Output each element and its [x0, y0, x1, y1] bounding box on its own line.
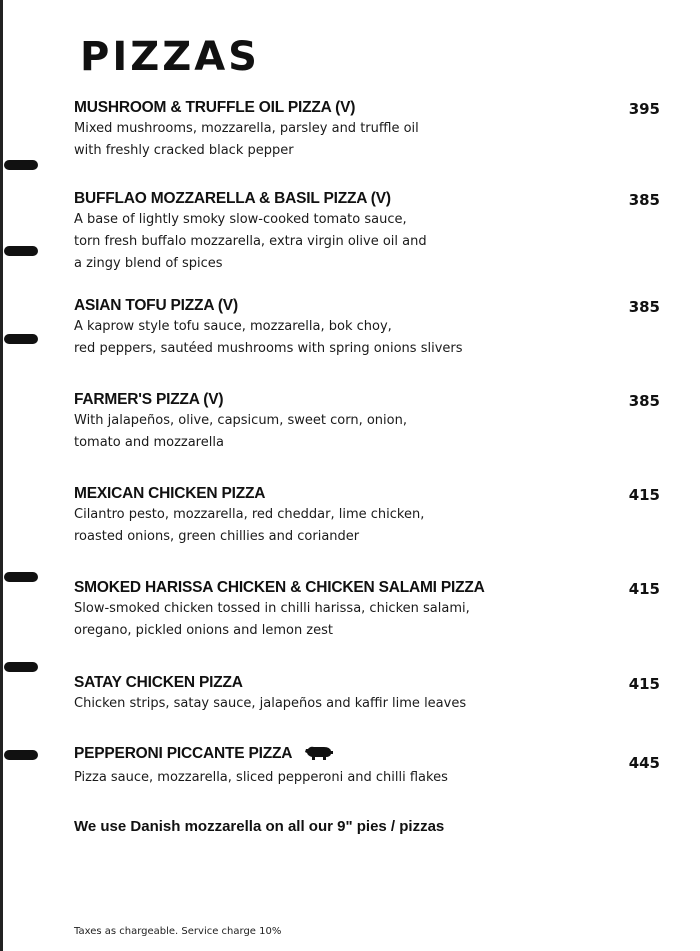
item-name: SATAY CHICKEN PIZZA: [74, 674, 243, 691]
item-description: Mixed mushrooms, mozzarella, parsley and truffle oil with freshly cracked black pepper: [74, 121, 419, 158]
item-name: SMOKED HARISSA CHICKEN & CHICKEN SALAMI PIZZA: [74, 579, 485, 596]
item-price: 415: [628, 675, 660, 693]
item-price: 445: [628, 754, 660, 772]
item-description: Cilantro pesto, mozzarella, red cheddar, lime chicken, roasted onions, green chillies and coriander: [74, 507, 425, 544]
binding-ring: [4, 334, 38, 344]
menu-item: [74, 673, 680, 715]
mozzarella-note: We use Danish mozzarella on all our 9" pies / pizzas: [74, 818, 445, 835]
binding-ring: [4, 750, 38, 760]
binding-ring: [4, 246, 38, 256]
item-description: Pizza sauce, mozzarella, sliced pepperoni and chilli flakes: [74, 770, 448, 785]
binding-ring: [4, 662, 38, 672]
item-price: 385: [628, 298, 660, 316]
item-price: 415: [628, 486, 660, 504]
footer-note: Taxes as chargeable. Service charge 10%: [74, 926, 282, 937]
item-name: PEPPERONI PICCANTE PIZZA: [74, 745, 292, 762]
menu-item: [74, 98, 680, 162]
menu-item: [74, 744, 680, 789]
item-price: 415: [628, 580, 660, 598]
pig-icon: [304, 745, 334, 767]
item-price: 385: [628, 392, 660, 410]
spiral-binding: [0, 0, 50, 951]
menu-item: [74, 484, 680, 548]
menu-item: [74, 296, 680, 360]
item-description: Chicken strips, satay sauce, jalapeños and kaffir lime leaves: [74, 696, 467, 711]
page-title: PIZZAS: [80, 34, 260, 80]
item-price: 395: [628, 100, 660, 118]
item-name: MUSHROOM & TRUFFLE OIL PIZZA (V): [74, 99, 356, 116]
item-description: A kaprow style tofu sauce, mozzarella, bok choy, red peppers, sautéed mushrooms with spring onions slivers: [74, 319, 463, 356]
item-name: ASIAN TOFU PIZZA (V): [74, 297, 238, 314]
item-name: BUFFLAO MOZZARELLA & BASIL PIZZA (V): [74, 190, 391, 207]
item-name-row: [74, 744, 680, 767]
menu-item: [74, 189, 680, 275]
item-price: 385: [628, 191, 660, 209]
binding-ring: [4, 572, 38, 582]
item-name: MEXICAN CHICKEN PIZZA: [74, 485, 266, 502]
binding-edge: [0, 0, 3, 951]
item-description: A base of lightly smoky slow-cooked tomato sauce, torn fresh buffalo mozzarella, extra virgin olive oil and a zingy blend of spices: [74, 212, 427, 271]
menu-item: [74, 578, 680, 642]
menu-item: [74, 390, 680, 454]
item-description: With jalapeños, olive, capsicum, sweet corn, onion, tomato and mozzarella: [74, 413, 407, 450]
item-name: FARMER'S PIZZA (V): [74, 391, 224, 408]
binding-ring: [4, 160, 38, 170]
item-description: Slow-smoked chicken tossed in chilli harissa, chicken salami, oregano, pickled onions and lemon zest: [74, 601, 470, 638]
